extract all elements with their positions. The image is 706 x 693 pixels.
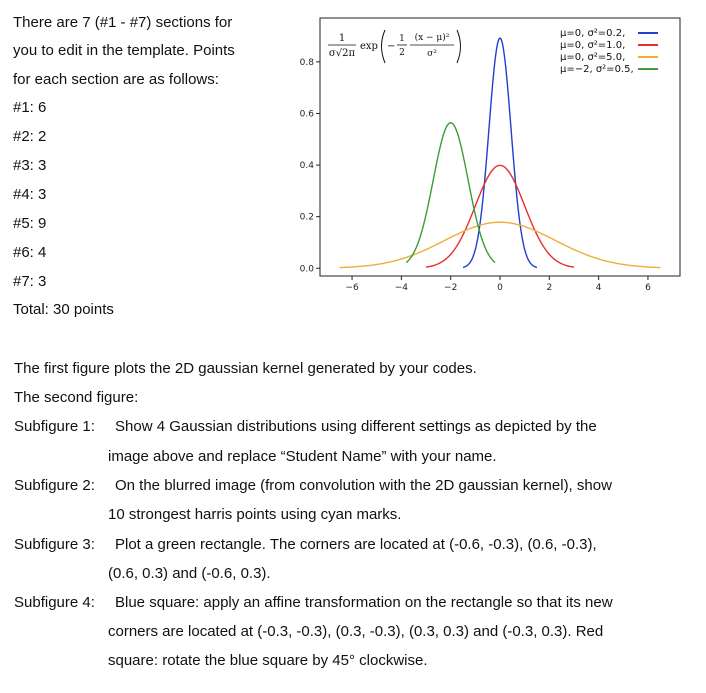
legend-entry-label: μ=−2, σ²=0.5, bbox=[560, 64, 634, 75]
formula-prefix-num: 1 bbox=[338, 33, 346, 44]
subfigure-1-line-1: Show 4 Gaussian distributions using different settings as depicted by the bbox=[115, 418, 597, 435]
gaussian-chart bbox=[290, 10, 690, 300]
subfigure-2-line-1: On the blurred image (from convolution with the 2D gaussian kernel), show bbox=[115, 477, 612, 494]
x-tick-label: −6 bbox=[345, 283, 359, 293]
legend-entry-label: μ=0, σ²=5.0, bbox=[560, 52, 626, 63]
y-tick-label: 0.0 bbox=[299, 264, 314, 275]
section-points-5: #5: 9 bbox=[13, 215, 47, 232]
subfigure-4-line-2: corners are located at (-0.3, -0.3), (0.3, -0.3), (0.3, 0.3) and (-0.3, 0.3). Red bbox=[108, 623, 604, 640]
plot-frame bbox=[320, 18, 680, 276]
description-line-1: The first figure plots the 2D gaussian kernel generated by your codes. bbox=[14, 360, 477, 377]
section-points-4: #4: 3 bbox=[13, 186, 47, 203]
description-line-2: The second figure: bbox=[14, 389, 139, 406]
subfigure-3-line-2: (0.6, 0.3) and (-0.6, 0.3). bbox=[108, 565, 271, 582]
total-points: Total: 30 points bbox=[13, 301, 114, 318]
section-points-3: #3: 3 bbox=[13, 157, 47, 174]
intro-line-1: There are 7 (#1 - #7) sections for bbox=[13, 14, 233, 31]
legend-entry-label: μ=0, σ²=1.0, bbox=[560, 40, 626, 51]
subfigure-3-line-1: Plot a green rectangle. The corners are located at (-0.6, -0.3), (0.6, -0.3), bbox=[115, 536, 597, 553]
subfigure-1-line-2: image above and replace “Student Name” with your name. bbox=[108, 448, 497, 465]
x-tick-label: −4 bbox=[394, 283, 409, 293]
formula-exp: exp bbox=[360, 41, 378, 52]
y-tick-label: 0.8 bbox=[299, 57, 314, 68]
formula-prefix-den: σ√2π bbox=[328, 48, 356, 59]
subfigure-4-line-1: Blue square: apply an affine transformation on the rectangle so that its new bbox=[115, 594, 613, 611]
formula-frac2-den: σ² bbox=[427, 49, 437, 59]
x-tick-label: −2 bbox=[444, 283, 458, 293]
intro-line-3: for each section are as follows: bbox=[13, 71, 219, 88]
section-points-1: #1: 6 bbox=[13, 99, 47, 116]
legend-entry-label: μ=0, σ²=0.2, bbox=[560, 28, 626, 39]
x-tick-label: 0 bbox=[497, 283, 503, 293]
formula-frac2-num: (x − μ)² bbox=[414, 33, 450, 43]
formula-inner-num: 1 bbox=[399, 34, 405, 44]
subfigure-2-line-2: 10 strongest harris points using cyan marks. bbox=[108, 506, 402, 523]
gaussian-figure bbox=[290, 10, 690, 300]
y-tick-label: 0.6 bbox=[299, 109, 314, 120]
section-points-2: #2: 2 bbox=[13, 128, 47, 145]
formula-minus: − bbox=[387, 41, 396, 52]
x-tick-label: 2 bbox=[546, 283, 553, 293]
section-points-6: #6: 4 bbox=[13, 244, 47, 261]
intro-line-2: you to edit in the template. Points bbox=[13, 42, 235, 59]
section-points-7: #7: 3 bbox=[13, 273, 47, 290]
x-tick-label: 4 bbox=[595, 283, 602, 293]
subfigure-1-label: Subfigure 1: bbox=[14, 418, 95, 435]
y-tick-label: 0.2 bbox=[299, 212, 314, 223]
x-tick-label: 6 bbox=[645, 283, 651, 293]
formula-inner-den: 2 bbox=[399, 48, 405, 58]
subfigure-4-label: Subfigure 4: bbox=[14, 594, 95, 611]
subfigure-3-label: Subfigure 3: bbox=[14, 536, 95, 553]
subfigure-4-line-3: square: rotate the blue square by 45° clockwise. bbox=[108, 652, 428, 669]
y-tick-label: 0.4 bbox=[299, 161, 314, 172]
subfigure-2-label: Subfigure 2: bbox=[14, 477, 95, 494]
